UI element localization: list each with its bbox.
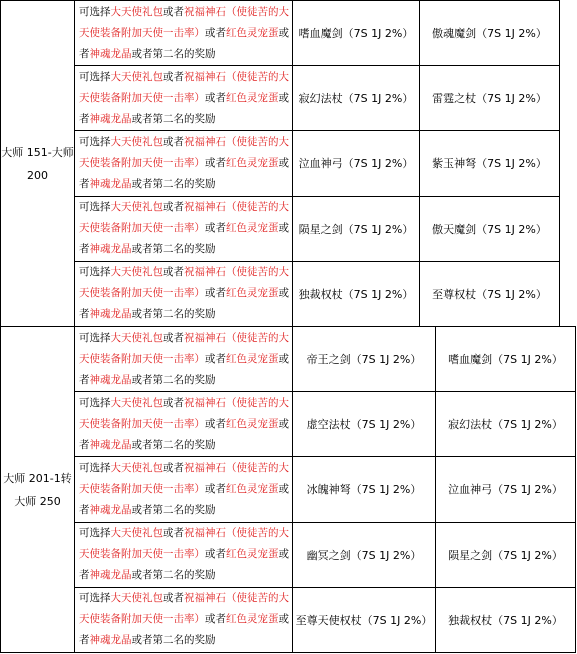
second-place-reward-cell: 傲天魔剑（7S 1J 2%） — [420, 196, 560, 261]
reward-description-cell — [75, 196, 293, 261]
desc-suffix: 或者第二名的奖励 — [131, 47, 216, 60]
desc-prefix: 可选择 — [79, 396, 111, 409]
reward-description-cell — [75, 66, 293, 131]
desc-or: 或者 — [79, 417, 289, 451]
desc-suffix: 或者第二名的奖励 — [131, 177, 216, 190]
desc-suffix: 或者第二名的奖励 — [131, 308, 216, 321]
table-row — [1, 522, 576, 587]
desc-red-pet-egg: 红色灵宠蛋 — [226, 548, 279, 561]
desc-red-pet-egg: 红色灵宠蛋 — [226, 352, 279, 365]
desc-dragon-crystal: 神魂龙晶 — [89, 634, 132, 647]
desc-or: 或者 — [79, 26, 289, 60]
desc-prefix: 可选择 — [79, 201, 111, 214]
desc-or: 或者 — [205, 548, 226, 561]
reward-description-cell — [75, 522, 293, 587]
desc-or: 或者 — [163, 527, 184, 540]
desc-suffix: 或者第二名的奖励 — [131, 634, 216, 647]
desc-red-pet-egg: 红色灵宠蛋 — [226, 222, 279, 235]
second-place-reward-cell: 陨星之剑（7S 1J 2%） — [436, 522, 576, 587]
first-place-reward-cell: 寂幻法杖（7S 1J 2%） — [293, 66, 420, 131]
table-row — [1, 1, 560, 66]
reward-description-text — [79, 588, 291, 651]
desc-red-pet-egg: 红色灵宠蛋 — [226, 26, 279, 39]
desc-dragon-crystal: 神魂龙晶 — [89, 243, 132, 256]
desc-or: 或者 — [205, 352, 226, 365]
desc-or: 或者 — [163, 592, 184, 605]
table-row — [1, 131, 560, 196]
desc-or: 或者 — [205, 156, 226, 169]
desc-or: 或者 — [205, 287, 226, 300]
desc-gift-pack: 大天使礼包 — [110, 461, 163, 474]
desc-gift-pack: 大天使礼包 — [110, 70, 163, 83]
desc-dragon-crystal: 神魂龙晶 — [89, 177, 132, 190]
desc-suffix: 或者第二名的奖励 — [131, 569, 216, 582]
desc-prefix: 可选择 — [79, 592, 111, 605]
desc-gift-pack: 大天使礼包 — [110, 135, 163, 148]
desc-blessing-stone: 祝福神石（使徒苦的大天使装备附加天使一击率） — [79, 266, 289, 300]
reward-description-text — [79, 132, 291, 195]
desc-red-pet-egg: 红色灵宠蛋 — [226, 156, 279, 169]
desc-red-pet-egg: 红色灵宠蛋 — [226, 482, 279, 495]
desc-gift-pack: 大天使礼包 — [110, 5, 163, 18]
desc-blessing-stone: 祝福神石（使徒苦的大天使装备附加天使一击率） — [79, 70, 289, 104]
desc-blessing-stone: 祝福神石（使徒苦的大天使装备附加天使一击率） — [79, 396, 289, 430]
desc-suffix: 或者第二名的奖励 — [131, 373, 216, 386]
reward-description-cell — [75, 457, 293, 522]
desc-or: 或者 — [79, 91, 289, 125]
desc-blessing-stone: 祝福神石（使徒苦的大天使装备附加天使一击率） — [79, 201, 289, 235]
reward-table-group-2 — [0, 326, 576, 653]
reward-description-text — [79, 197, 291, 260]
table-row — [1, 66, 560, 131]
reward-description-cell — [75, 261, 293, 326]
desc-or: 或者 — [79, 613, 289, 647]
desc-prefix: 可选择 — [79, 135, 111, 148]
second-place-reward-cell: 至尊权杖（7S 1J 2%） — [420, 261, 560, 326]
desc-or: 或者 — [163, 266, 184, 279]
desc-suffix: 或者第二名的奖励 — [131, 503, 216, 516]
desc-or: 或者 — [79, 482, 289, 516]
desc-gift-pack: 大天使礼包 — [110, 527, 163, 540]
desc-blessing-stone: 祝福神石（使徒苦的大天使装备附加天使一击率） — [79, 461, 289, 495]
reward-description-text — [79, 67, 291, 130]
table-row — [1, 587, 576, 652]
desc-blessing-stone: 祝福神石（使徒苦的大天使装备附加天使一击率） — [79, 5, 289, 39]
reward-description-cell — [75, 392, 293, 457]
first-place-reward-cell: 泣血神弓（7S 1J 2%） — [293, 131, 420, 196]
desc-prefix: 可选择 — [79, 461, 111, 474]
reward-table-group-1 — [0, 0, 560, 327]
desc-dragon-crystal: 神魂龙晶 — [89, 308, 132, 321]
desc-red-pet-egg: 红色灵宠蛋 — [226, 91, 279, 104]
first-place-reward-cell: 帝王之剑（7S 1J 2%） — [293, 327, 436, 392]
desc-suffix: 或者第二名的奖励 — [131, 243, 216, 256]
desc-dragon-crystal: 神魂龙晶 — [89, 47, 132, 60]
desc-gift-pack: 大天使礼包 — [110, 266, 163, 279]
desc-or: 或者 — [79, 287, 289, 321]
desc-prefix: 可选择 — [79, 70, 111, 83]
desc-gift-pack: 大天使礼包 — [110, 331, 163, 344]
desc-prefix: 可选择 — [79, 527, 111, 540]
first-place-reward-cell: 独裁权杖（7S 1J 2%） — [293, 261, 420, 326]
second-place-reward-cell: 傲魂魔剑（7S 1J 2%） — [420, 1, 560, 66]
desc-or: 或者 — [205, 417, 226, 430]
desc-gift-pack: 大天使礼包 — [110, 592, 163, 605]
desc-or: 或者 — [205, 26, 226, 39]
desc-or: 或者 — [79, 548, 289, 582]
desc-or: 或者 — [79, 352, 289, 386]
desc-or: 或者 — [163, 331, 184, 344]
second-place-reward-cell: 泣血神弓（7S 1J 2%） — [436, 457, 576, 522]
desc-red-pet-egg: 红色灵宠蛋 — [226, 287, 279, 300]
reward-description-text — [79, 2, 291, 65]
first-place-reward-cell: 陨星之剑（7S 1J 2%） — [293, 196, 420, 261]
desc-or: 或者 — [163, 201, 184, 214]
table-row — [1, 261, 560, 326]
desc-blessing-stone: 祝福神石（使徒苦的大天使装备附加天使一击率） — [79, 592, 289, 626]
level-range-cell: 大师 201-1转大师 250 — [1, 327, 75, 653]
first-place-reward-cell: 嗜血魔剑（7S 1J 2%） — [293, 1, 420, 66]
first-place-reward-cell: 幽冥之剑（7S 1J 2%） — [293, 522, 436, 587]
desc-blessing-stone: 祝福神石（使徒苦的大天使装备附加天使一击率） — [79, 527, 289, 561]
desc-or: 或者 — [205, 222, 226, 235]
desc-prefix: 可选择 — [79, 5, 111, 18]
first-place-reward-cell: 虚空法杖（7S 1J 2%） — [293, 392, 436, 457]
desc-dragon-crystal: 神魂龙晶 — [89, 438, 132, 451]
reward-description-cell — [75, 327, 293, 392]
desc-blessing-stone: 祝福神石（使徒苦的大天使装备附加天使一击率） — [79, 331, 289, 365]
reward-description-cell — [75, 131, 293, 196]
desc-suffix: 或者第二名的奖励 — [131, 112, 216, 125]
second-place-reward-cell: 嗜血魔剑（7S 1J 2%） — [436, 327, 576, 392]
desc-blessing-stone: 祝福神石（使徒苦的大天使装备附加天使一击率） — [79, 135, 289, 169]
reward-description-text — [79, 262, 291, 325]
reward-description-text — [79, 393, 291, 456]
desc-or: 或者 — [205, 482, 226, 495]
level-range-cell: 大师 151-大师 200 — [1, 1, 75, 327]
desc-red-pet-egg: 红色灵宠蛋 — [226, 613, 279, 626]
table-row — [1, 392, 576, 457]
second-place-reward-cell: 雷霆之杖（7S 1J 2%） — [420, 66, 560, 131]
desc-or: 或者 — [79, 156, 289, 190]
desc-prefix: 可选择 — [79, 331, 111, 344]
desc-gift-pack: 大天使礼包 — [110, 201, 163, 214]
desc-or: 或者 — [205, 613, 226, 626]
reward-description-cell — [75, 587, 293, 652]
desc-or: 或者 — [163, 396, 184, 409]
reward-description-cell — [75, 1, 293, 66]
first-place-reward-cell: 冰魄神弩（7S 1J 2%） — [293, 457, 436, 522]
desc-red-pet-egg: 红色灵宠蛋 — [226, 417, 279, 430]
desc-or: 或者 — [163, 70, 184, 83]
desc-dragon-crystal: 神魂龙晶 — [89, 373, 132, 386]
desc-or: 或者 — [163, 5, 184, 18]
desc-gift-pack: 大天使礼包 — [110, 396, 163, 409]
second-place-reward-cell: 紫玉神弩（7S 1J 2%） — [420, 131, 560, 196]
reward-description-text — [79, 328, 291, 391]
table-row — [1, 196, 560, 261]
second-place-reward-cell: 寂幻法杖（7S 1J 2%） — [436, 392, 576, 457]
desc-prefix: 可选择 — [79, 266, 111, 279]
desc-dragon-crystal: 神魂龙晶 — [89, 503, 132, 516]
reward-description-text — [79, 458, 291, 521]
desc-or: 或者 — [205, 91, 226, 104]
first-place-reward-cell: 至尊天使权杖（7S 1J 2%） — [293, 587, 436, 652]
desc-or: 或者 — [79, 222, 289, 256]
second-place-reward-cell: 独裁权杖（7S 1J 2%） — [436, 587, 576, 652]
reward-description-text — [79, 523, 291, 586]
table-row — [1, 457, 576, 522]
desc-or: 或者 — [163, 135, 184, 148]
desc-dragon-crystal: 神魂龙晶 — [89, 112, 132, 125]
desc-or: 或者 — [163, 461, 184, 474]
table-row — [1, 327, 576, 392]
desc-suffix: 或者第二名的奖励 — [131, 438, 216, 451]
desc-dragon-crystal: 神魂龙晶 — [89, 569, 132, 582]
